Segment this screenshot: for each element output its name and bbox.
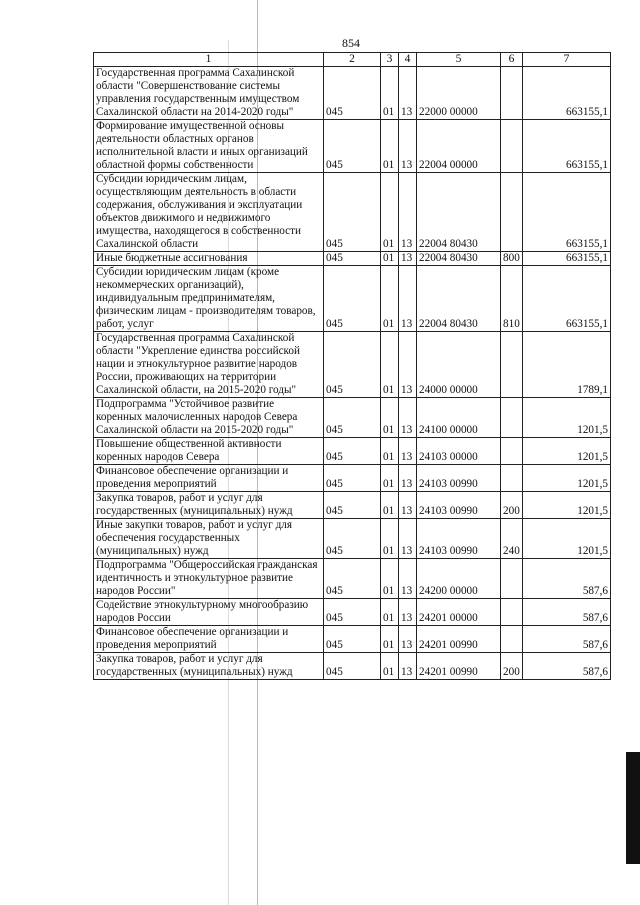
- table-row: [94, 492, 611, 519]
- row-name: Подпрограмма "Общероссийская гражданская идентичность и этнокультурное развитие народов России": [94, 559, 324, 599]
- row-sum: 1201,5: [523, 519, 611, 559]
- row-sec: 01: [381, 599, 399, 626]
- row-sub: 13: [399, 653, 417, 680]
- row-type: [501, 173, 523, 252]
- table-row: [94, 173, 611, 252]
- row-type: [501, 599, 523, 626]
- row-art: 24201 00000: [417, 599, 501, 626]
- row-gr: 045: [324, 67, 381, 120]
- row-art: 22004 00000: [417, 120, 501, 173]
- row-gr: 045: [324, 653, 381, 680]
- row-name: Государственная программа Сахалинской области "Совершенствование системы управления государственным имуществом Сахалинской области на 2014-2020 годы": [94, 67, 324, 120]
- header-col-sec: 3: [381, 53, 399, 67]
- row-type: [501, 559, 523, 599]
- row-gr: 045: [324, 599, 381, 626]
- row-gr: 045: [324, 492, 381, 519]
- row-name: Субсидии юридическим лицам, осуществляющим деятельность в области содержания, обслуживания и эксплуатации объектов движимого и недвижимого имущества, находящегося в собственности Сахалинской области: [94, 173, 324, 252]
- header-col-name: 1: [94, 53, 324, 67]
- row-gr: 045: [324, 398, 381, 438]
- row-type: 800: [501, 252, 523, 266]
- row-name: Иные бюджетные ассигнования: [94, 252, 324, 266]
- row-sum: 663155,1: [523, 266, 611, 332]
- row-sum: 1201,5: [523, 438, 611, 465]
- row-sum: 663155,1: [523, 173, 611, 252]
- table-row: [94, 67, 611, 120]
- row-sec: 01: [381, 465, 399, 492]
- row-art: 24103 00990: [417, 465, 501, 492]
- row-sub: 13: [399, 438, 417, 465]
- row-sub: 13: [399, 120, 417, 173]
- table-row: [94, 653, 611, 680]
- row-type: [501, 398, 523, 438]
- row-type: [501, 67, 523, 120]
- row-sec: 01: [381, 266, 399, 332]
- row-sub: 13: [399, 252, 417, 266]
- row-sub: 13: [399, 173, 417, 252]
- row-name: Субсидии юридическим лицам (кроме некоммерческих организаций), индивидуальным предпринимателям, физическим лицам - производителям товаров, работ, услуг: [94, 266, 324, 332]
- row-art: 24201 00990: [417, 626, 501, 653]
- row-gr: 045: [324, 465, 381, 492]
- row-sum: 1201,5: [523, 465, 611, 492]
- row-gr: 045: [324, 120, 381, 173]
- row-sub: 13: [399, 332, 417, 398]
- row-name: Финансовое обеспечение организации и проведения мероприятий: [94, 465, 324, 492]
- header-col-sum: 7: [523, 53, 611, 67]
- row-type: [501, 465, 523, 492]
- header-row: [94, 53, 611, 67]
- row-type: [501, 438, 523, 465]
- row-type: [501, 626, 523, 653]
- row-gr: 045: [324, 559, 381, 599]
- row-type: 810: [501, 266, 523, 332]
- row-sec: 01: [381, 626, 399, 653]
- table-row: [94, 559, 611, 599]
- row-type: [501, 120, 523, 173]
- row-sum: 587,6: [523, 653, 611, 680]
- row-sum: 663155,1: [523, 252, 611, 266]
- row-name: Повышение общественной активности коренных народов Севера: [94, 438, 324, 465]
- row-sum: 1201,5: [523, 398, 611, 438]
- row-type: 200: [501, 492, 523, 519]
- row-name: Финансовое обеспечение организации и проведения мероприятий: [94, 626, 324, 653]
- table-row: [94, 332, 611, 398]
- header-col-type: 6: [501, 53, 523, 67]
- header-col-sub: 4: [399, 53, 417, 67]
- row-sec: 01: [381, 492, 399, 519]
- row-gr: 045: [324, 266, 381, 332]
- budget-table: [93, 52, 611, 680]
- table-row: [94, 519, 611, 559]
- row-art: 22004 80430: [417, 252, 501, 266]
- row-sum: 1789,1: [523, 332, 611, 398]
- row-sub: 13: [399, 398, 417, 438]
- row-sub: 13: [399, 492, 417, 519]
- row-sum: 587,6: [523, 599, 611, 626]
- row-sec: 01: [381, 653, 399, 680]
- row-gr: 045: [324, 252, 381, 266]
- row-art: 24200 00000: [417, 559, 501, 599]
- table-row: [94, 398, 611, 438]
- row-sec: 01: [381, 173, 399, 252]
- row-name: Закупка товаров, работ и услуг для государственных (муниципальных) нужд: [94, 653, 324, 680]
- row-name: Подпрограмма "Устойчивое развитие коренных малочисленных народов Севера Сахалинской области на 2015-2020 годы": [94, 398, 324, 438]
- header-col-art: 5: [417, 53, 501, 67]
- row-art: 22004 80430: [417, 173, 501, 252]
- row-sub: 13: [399, 67, 417, 120]
- row-sub: 13: [399, 626, 417, 653]
- row-name: Закупка товаров, работ и услуг для государственных (муниципальных) нужд: [94, 492, 324, 519]
- row-art: 24201 00990: [417, 653, 501, 680]
- row-gr: 045: [324, 438, 381, 465]
- row-sum: 587,6: [523, 559, 611, 599]
- row-art: 24000 00000: [417, 332, 501, 398]
- row-art: 24103 00000: [417, 438, 501, 465]
- row-sec: 01: [381, 252, 399, 266]
- row-sub: 13: [399, 519, 417, 559]
- row-sec: 01: [381, 120, 399, 173]
- row-name: Иные закупки товаров, работ и услуг для обеспечения государственных (муниципальных) нужд: [94, 519, 324, 559]
- row-sum: 587,6: [523, 626, 611, 653]
- row-sum: 663155,1: [523, 120, 611, 173]
- row-sub: 13: [399, 266, 417, 332]
- table-row: [94, 626, 611, 653]
- header-col-gr: 2: [324, 53, 381, 67]
- row-art: 22000 00000: [417, 67, 501, 120]
- row-art: 24103 00990: [417, 492, 501, 519]
- row-gr: 045: [324, 519, 381, 559]
- row-name: Государственная программа Сахалинской области "Укрепление единства российской нации и этнокультурное развитие народов России, проживающих на территории Сахалинской области, на 2015-2020 годы": [94, 332, 324, 398]
- row-art: 24103 00990: [417, 519, 501, 559]
- row-sec: 01: [381, 398, 399, 438]
- row-sub: 13: [399, 599, 417, 626]
- page-number: 854: [342, 36, 360, 50]
- table-row: [94, 266, 611, 332]
- row-type: 200: [501, 653, 523, 680]
- scan-edge-mark: [626, 752, 640, 864]
- row-sec: 01: [381, 67, 399, 120]
- row-name: Формирование имущественной основы деятельности областных органов исполнительной власти и иных организаций областной формы собственности: [94, 120, 324, 173]
- table-row: [94, 465, 611, 492]
- table-row: [94, 252, 611, 266]
- row-gr: 045: [324, 626, 381, 653]
- row-art: 24100 00000: [417, 398, 501, 438]
- table-row: [94, 120, 611, 173]
- table-row: [94, 438, 611, 465]
- row-gr: 045: [324, 173, 381, 252]
- row-gr: 045: [324, 332, 381, 398]
- row-sec: 01: [381, 438, 399, 465]
- row-sub: 13: [399, 465, 417, 492]
- row-sec: 01: [381, 332, 399, 398]
- row-name: Содействие этнокультурному многообразию народов России: [94, 599, 324, 626]
- row-sum: 1201,5: [523, 492, 611, 519]
- row-sub: 13: [399, 559, 417, 599]
- row-type: 240: [501, 519, 523, 559]
- row-art: 22004 80430: [417, 266, 501, 332]
- row-sec: 01: [381, 519, 399, 559]
- row-type: [501, 332, 523, 398]
- row-sum: 663155,1: [523, 67, 611, 120]
- table-row: [94, 599, 611, 626]
- row-sec: 01: [381, 559, 399, 599]
